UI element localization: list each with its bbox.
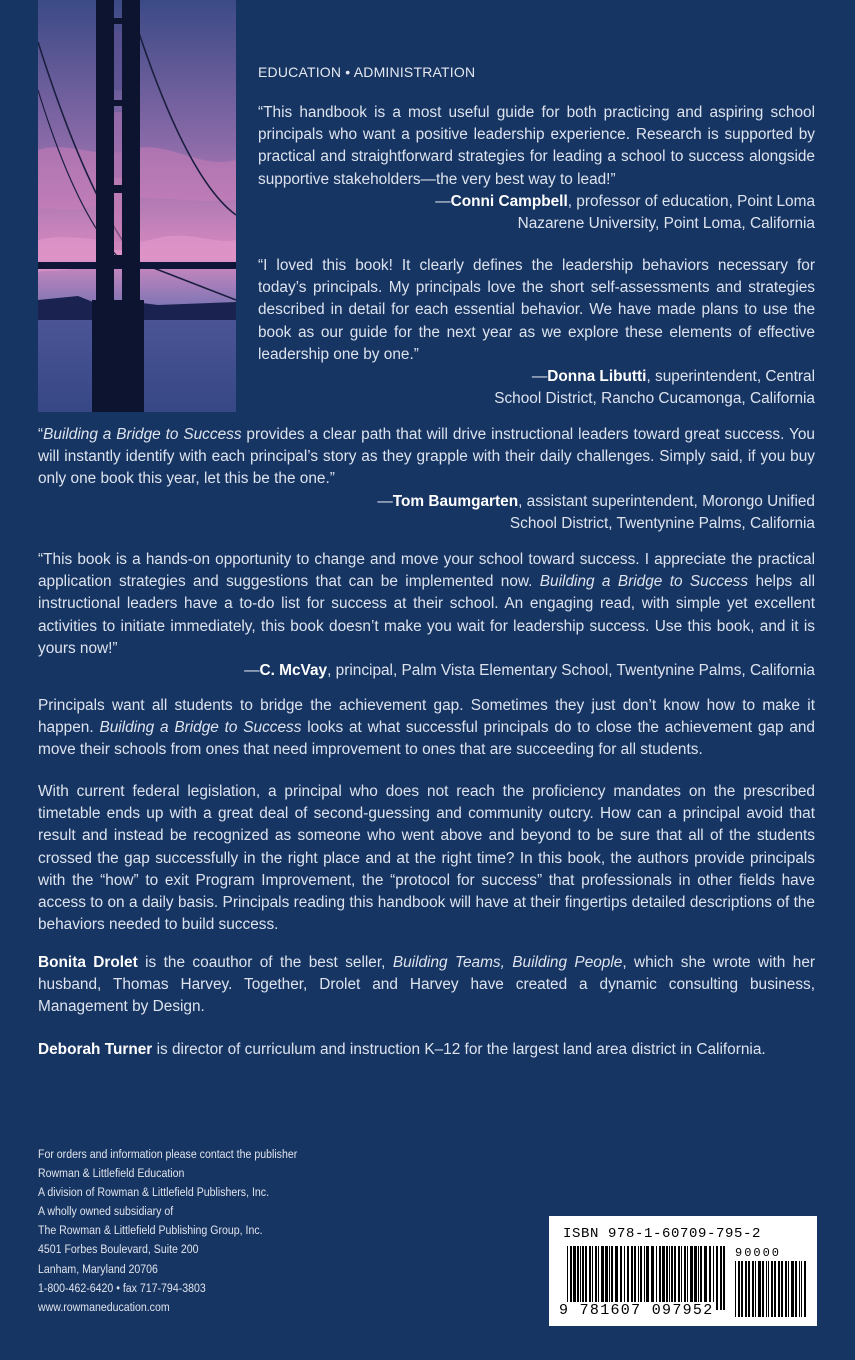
barcode-bar (598, 1246, 599, 1310)
publisher-line: Lanham, Maryland 20706 (38, 1261, 158, 1276)
barcode-bar (774, 1261, 776, 1317)
book-title: Building a Bridge to Success (539, 573, 749, 591)
barcode-bar (674, 1246, 676, 1310)
barcode-bar (624, 1246, 625, 1310)
author-bio-text: is director of curriculum and instruction K–12 for the largest land area district in California. (152, 1041, 766, 1058)
quote-text (38, 424, 815, 491)
isbn-label: ISBN 978-1-60709-795-2 (563, 1226, 762, 1242)
barcode-bar (570, 1246, 572, 1310)
publisher-line: For orders and information please contact the publisher (38, 1147, 298, 1161)
publisher-line: A division of Rowman & Littlefield Publishers, Inc. (38, 1185, 270, 1200)
barcode-bar (781, 1261, 783, 1317)
barcode-bar (580, 1246, 581, 1310)
barcode-bar (611, 1246, 613, 1310)
barcode-bar (741, 1261, 743, 1317)
quote-text: “I loved this book! It clearly defines the leadership behaviors necessary for today’s principals. My principals love the short self-assessments and strategies described in detail for each essential behavior. We have made plans to use the book as our guide for the next year as we explore these elements of effective leadership one by one.” (258, 257, 815, 363)
quote-attribution (258, 366, 815, 388)
category-label: EDUCATION • ADMINISTRATION (258, 64, 476, 80)
quote-body: provides a clear path that will drive instructional leaders toward great success. You will instantly identify with each principal’s story as they grapple with their daily challenges. Simply said, if you buy only one book this year, let this be the one.” (38, 426, 815, 488)
barcode-bar (631, 1246, 633, 1310)
barcode-bar (723, 1246, 725, 1310)
author-bio-text: , which she wrote with her husband, Thomas Harvey. Together, Drolet and Harvey have created a dynamic consulting business, Management by Design. (38, 954, 816, 1016)
barcode-bar (766, 1261, 767, 1317)
quote-attribution (38, 660, 815, 682)
endorser-role: , superintendent, Central (646, 368, 815, 386)
barcode-bar (799, 1261, 800, 1317)
barcode-bar (752, 1261, 754, 1317)
barcode-bar (592, 1246, 593, 1310)
barcode-bar (795, 1261, 797, 1317)
endorser-name: Donna Libutti (547, 368, 647, 386)
barcode-bar (788, 1261, 789, 1317)
author-name: Bonita Drolet (38, 954, 138, 971)
barcode-bar (690, 1246, 693, 1310)
barcode-bar (778, 1261, 780, 1317)
ean-digits: 9 781607 097952 (559, 1302, 714, 1319)
barcode-bar (582, 1246, 584, 1310)
barcode-bar (627, 1246, 629, 1310)
barcode-bar (656, 1246, 657, 1310)
barcode-bar (644, 1246, 645, 1310)
description-paragraph (38, 695, 815, 762)
description-text: looks at what successful principals do to close the achievement gap and move their schools from ones that need improvement to ones that are succeeding for all students. (38, 719, 815, 759)
barcode-bar (671, 1246, 673, 1310)
barcode-bar (662, 1246, 665, 1310)
quote-text (38, 549, 815, 660)
quote-attribution (38, 491, 815, 513)
barcode-bar (758, 1261, 761, 1317)
barcode-bar (640, 1246, 642, 1310)
cover-photo (38, 0, 236, 412)
publisher-line: 4501 Forbes Boulevard, Suite 200 (38, 1242, 199, 1257)
barcode-bar (801, 1261, 802, 1317)
author-bio-text: is the coauthor of the best seller, (137, 954, 393, 971)
barcode-bar (634, 1246, 636, 1310)
barcode-bar (748, 1261, 750, 1317)
barcode-bar (745, 1261, 747, 1317)
barcode-bar (567, 1246, 568, 1310)
barcode-bar (620, 1246, 622, 1310)
barcode-bar (601, 1246, 604, 1310)
barcode-bar (700, 1246, 702, 1310)
endorsement-quote (38, 424, 815, 535)
barcode-bar (755, 1261, 756, 1317)
barcode-bar (735, 1261, 736, 1317)
quote-body: “This book is a hands-on opportunity to change and move your school toward success. I appreciate the practical application strategies and suggestions that can be implemented now. (38, 551, 815, 591)
barcode-bar (666, 1246, 668, 1310)
author-bio (38, 1039, 815, 1061)
publisher-line: 1-800-462-6420 • fax 717-794-3803 (38, 1280, 206, 1295)
endorser-name: Tom Baumgarten (392, 492, 519, 510)
endorser-affiliation: School District, Rancho Cucamonga, California (494, 390, 815, 408)
publisher-info (38, 1145, 330, 1317)
attribution-dash: — (244, 662, 260, 680)
publisher-url: www.rowmaneducation.com (38, 1299, 170, 1314)
barcode-bar (704, 1246, 707, 1310)
barcode-bar (738, 1261, 740, 1317)
price-code: 90000 (735, 1246, 782, 1260)
barcode-bar (609, 1246, 610, 1310)
barcode-bar (771, 1261, 773, 1317)
description-paragraph (38, 781, 815, 936)
description-text: Principals want all students to bridge the achievement gap. Sometimes they just don’t know how to make it happen. (38, 697, 815, 737)
endorsement-quote (258, 102, 815, 235)
attribution-dash: — (435, 192, 451, 210)
barcode-bar (762, 1261, 764, 1317)
barcode-bar (669, 1246, 670, 1310)
barcode-bar (646, 1246, 649, 1310)
barcode-bar (605, 1246, 608, 1310)
barcode-bar (589, 1246, 591, 1310)
open-quote: “ (38, 426, 44, 443)
endorser-name: C. McVay (259, 662, 328, 680)
quote-attribution (258, 191, 815, 213)
barcode-bar (785, 1261, 787, 1317)
barcode-bar (681, 1246, 682, 1310)
barcode-bar (577, 1246, 579, 1310)
endorser-affiliation: Nazarene University, Point Loma, California (517, 215, 815, 233)
bridge-illustration (38, 0, 236, 412)
barcode-bar (698, 1246, 699, 1310)
quote-text: “This handbook is a most useful guide for both practicing and aspiring school principals who want a positive leadership experience. Research is supported by practical and straightforward strategies for leading a school to success alongside supportive stakeholders—the very best way to lead!” (258, 104, 815, 188)
attribution-dash: — (377, 492, 393, 510)
quote-body: helps all instructional leaders have a to-do list for success at their school. An engaging read, with simple yet excellent activities to initiate immediately, this book doesn’t make you wait for leadership success. Use this book, and it is yours now!” (38, 573, 815, 657)
endorsement-quote (258, 255, 815, 410)
barcode-bar (694, 1246, 697, 1310)
barcode-bar (716, 1246, 718, 1310)
publisher-line: A wholly owned subsidiary of (38, 1204, 174, 1219)
book-title: Building Teams, Building People (392, 954, 623, 971)
author-name: Deborah Turner (38, 1041, 153, 1058)
barcode-bar (684, 1246, 686, 1310)
barcode-bar (709, 1246, 711, 1310)
endorser-name: Conni Campbell (450, 192, 568, 210)
addon-barcode-bars (735, 1261, 807, 1317)
author-bio (38, 952, 815, 1019)
book-title: Building a Bridge to Success (99, 719, 302, 737)
barcode-bar (615, 1246, 618, 1310)
barcode-bar (678, 1246, 680, 1310)
barcode-bar (659, 1246, 661, 1310)
description-text: With current federal legislation, a principal who does not reach the proficiency mandates on the prescribed timetable ends up with a great deal of second-guessing and community outcry. How can a principal avoid that result and instead be recognized as someone who went above and beyond to be sure that all of the students crossed the gap successfully in the right place and at the right time? In this book, the authors provide principals with the “how” to exit Program Improvement, the “protocol for success” that professionals in other fields have access to on a daily basis. Principals reading this handbook will have at their fingertips detailed descriptions of the behaviors needed to build success. (38, 783, 815, 934)
barcode-bar (791, 1261, 794, 1317)
endorsement-quote (38, 549, 815, 682)
endorser-affiliation: School District, Twentynine Palms, California (509, 514, 815, 532)
barcode-bar (585, 1246, 587, 1310)
barcode-bar (804, 1261, 806, 1317)
publisher-line: Rowman & Littlefield Education (38, 1166, 185, 1181)
ean-barcode-bars (567, 1246, 727, 1310)
barcode-bar (638, 1246, 639, 1310)
barcode-bar (687, 1246, 688, 1310)
endorser-role: , assistant superintendent, Morongo Unified (518, 492, 815, 510)
attribution-dash: — (531, 368, 548, 386)
barcode-bar (573, 1246, 576, 1310)
barcode-bar (720, 1246, 722, 1310)
barcode-bar (713, 1246, 714, 1310)
barcode-bar (595, 1246, 597, 1310)
barcode-bar (768, 1261, 769, 1317)
endorser-role: , professor of education, Point Loma (567, 192, 815, 210)
endorser-role: , principal, Palm Vista Elementary School, Twentynine Palms, California (327, 662, 815, 680)
book-title: Building a Bridge to Success (43, 426, 242, 443)
isbn-barcode (549, 1216, 817, 1326)
publisher-line: The Rowman & Littlefield Publishing Group, Inc. (38, 1223, 263, 1238)
barcode-bar (651, 1246, 654, 1310)
